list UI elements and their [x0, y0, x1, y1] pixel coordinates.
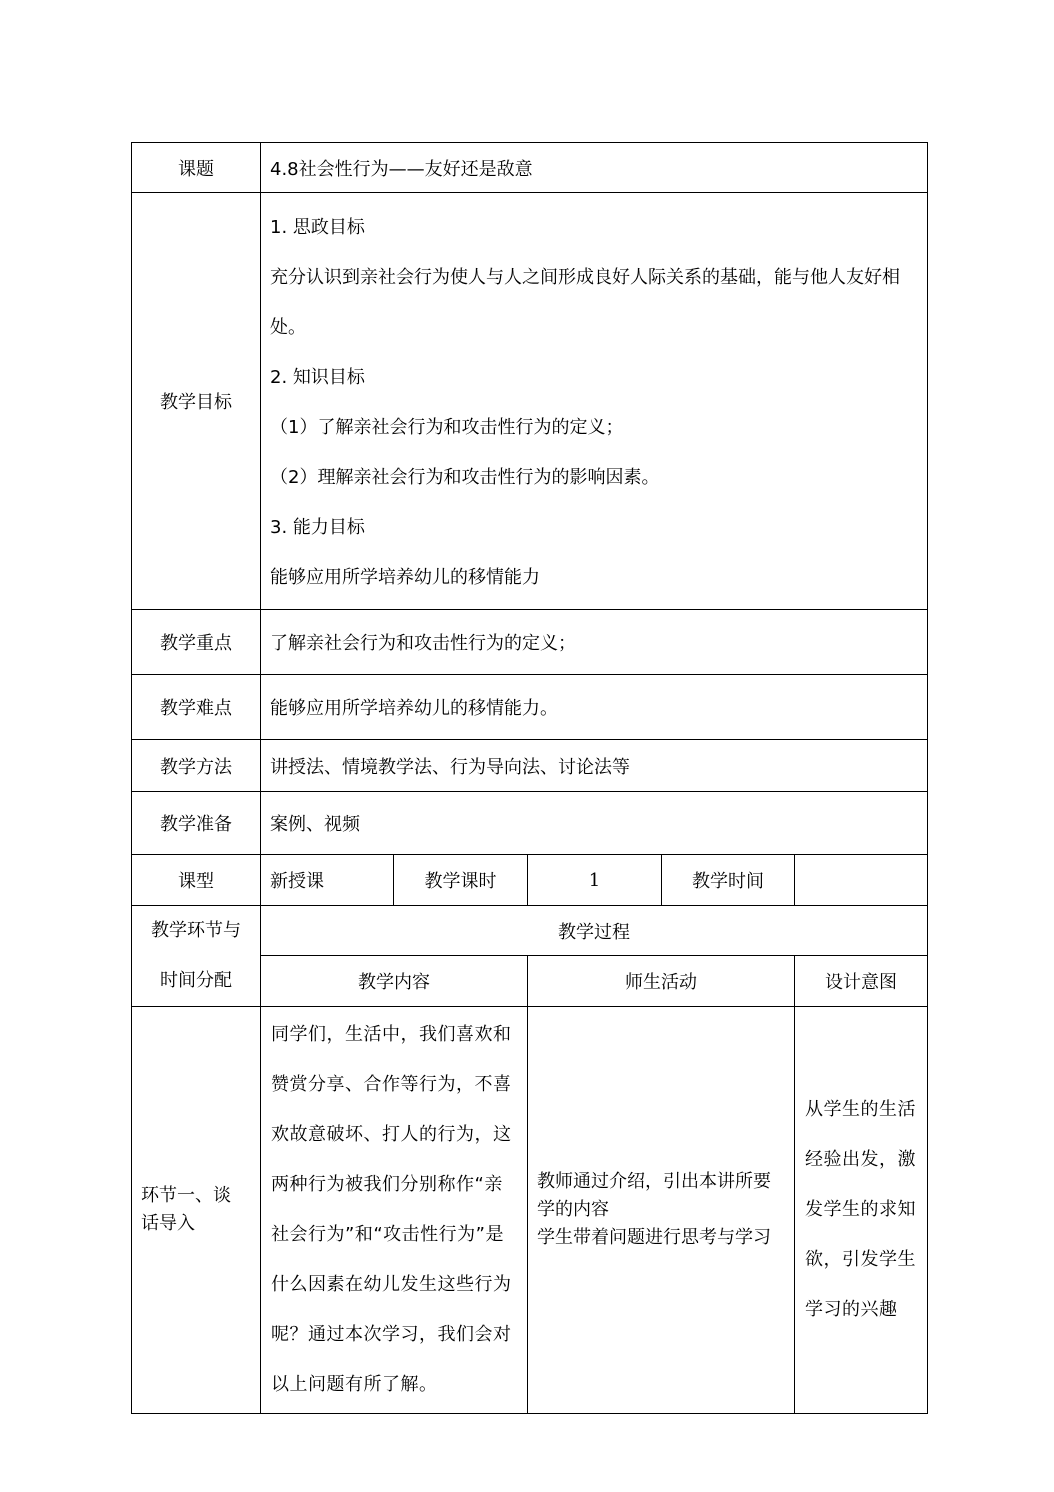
difficulties-value: 能够应用所学培养幼儿的移情能力。: [261, 675, 928, 740]
step-row: [132, 1007, 928, 1414]
lesson-plan-sheet: [131, 142, 927, 1414]
stage-header: [132, 906, 261, 1007]
step-activity: [528, 1007, 795, 1414]
objective-line: （2）理解亲社会行为和攻击性行为的影响因素。: [270, 467, 660, 488]
preparation-value: 案例、视频: [261, 792, 928, 855]
student-activity: 学生带着问题进行思考与学习: [537, 1227, 771, 1248]
objectives-content: [261, 193, 928, 610]
teacher-activity: 教师通过介绍，引出本讲所要学的内容: [537, 1171, 771, 1220]
methods-label: 教学方法: [132, 740, 261, 792]
preparation-label: 教学准备: [132, 792, 261, 855]
topic-row: [132, 143, 928, 193]
preparation-row: [132, 792, 928, 855]
objective-line: 3. 能力目标: [270, 517, 365, 538]
objectives-row: [132, 193, 928, 610]
course-type-row: [132, 855, 928, 906]
stage-header-line: 时间分配: [160, 970, 232, 991]
objective-line: 充分认识到亲社会行为使人与人之间形成良好人际关系的基础，能与他人友好相处。: [270, 267, 900, 338]
course-type-label: 课型: [132, 855, 261, 906]
methods-value: 讲授法、情境教学法、行为导向法、讨论法等: [261, 740, 928, 792]
class-hours-label: 教学课时: [394, 855, 528, 906]
class-hours-value: 1: [528, 855, 662, 906]
lesson-plan-table: [131, 142, 928, 1414]
key-points-value: 了解亲社会行为和攻击性行为的定义；: [261, 610, 928, 675]
content-column-header: 教学内容: [261, 956, 528, 1007]
objective-line: （1）了解亲社会行为和攻击性行为的定义；: [270, 417, 624, 438]
step-stage: 环节一、谈话导入: [132, 1007, 261, 1414]
difficulties-row: [132, 675, 928, 740]
intent-column-header: 设计意图: [795, 956, 928, 1007]
process-header: 教学过程: [261, 906, 928, 956]
course-type-value: 新授课: [261, 855, 394, 906]
objective-line: 1. 思政目标: [270, 217, 365, 238]
objectives-label: 教学目标: [132, 193, 261, 610]
key-points-label: 教学重点: [132, 610, 261, 675]
topic-value: 4.8社会性行为——友好还是敌意: [261, 143, 928, 193]
difficulties-label: 教学难点: [132, 675, 261, 740]
step-content: 同学们，生活中，我们喜欢和赞赏分享、合作等行为，不喜欢故意破坏、打人的行为，这两种行为被我们分别称作“亲社会行为”和“攻击性行为”是什么因素在幼儿发生这些行为呢？通过本次学习，我们会对以上问题有所了解。: [261, 1007, 528, 1414]
teaching-time-value: [795, 855, 928, 906]
activity-column-header: 师生活动: [528, 956, 795, 1007]
process-header-row: [132, 906, 928, 956]
topic-label: 课题: [132, 143, 261, 193]
teaching-time-label: 教学时间: [662, 855, 795, 906]
methods-row: [132, 740, 928, 792]
objective-line: 能够应用所学培养幼儿的移情能力: [270, 567, 540, 588]
step-intent: 从学生的生活经验出发，激发学生的求知欲，引发学生学习的兴趣: [795, 1007, 928, 1414]
stage-header-line: 教学环节与: [151, 920, 241, 941]
key-points-row: [132, 610, 928, 675]
objective-line: 2. 知识目标: [270, 367, 365, 388]
